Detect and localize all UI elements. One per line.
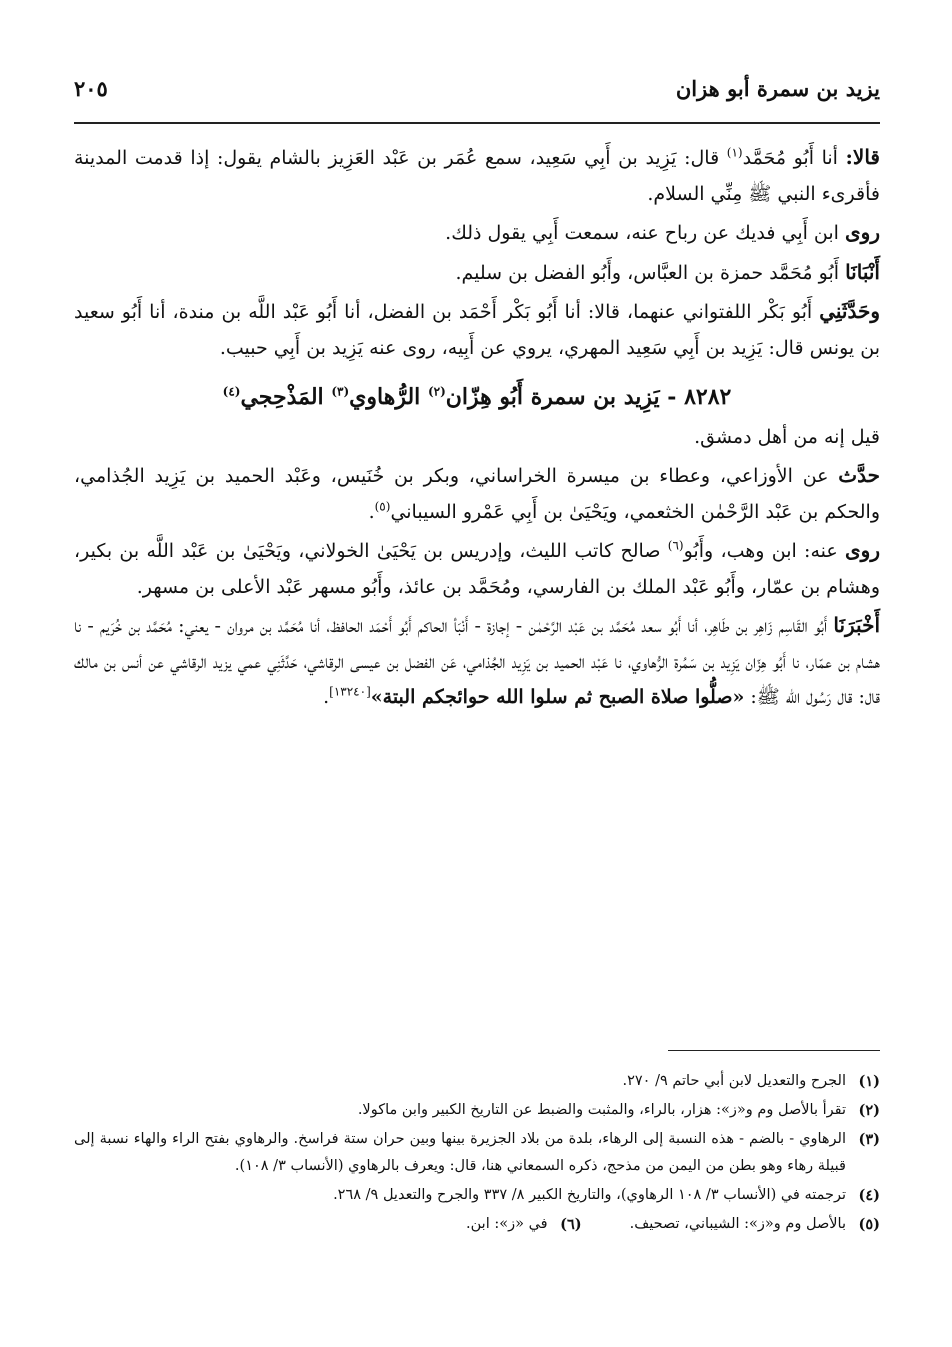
paragraph-5: قيل إنه من أهل دمشق.: [694, 425, 880, 448]
footnote-2: (٢) تقرأ بالأصل وم و«ز»: هزار، بالراء، والمثبت والضبط عن التاريخ الكبير وابن ماكولا.: [357, 1102, 880, 1119]
header-rule: [74, 122, 880, 124]
footnote-ref-4: (٤): [222, 384, 241, 399]
entry-heading: ٨٢٨٢ - يَزِيد بن سمرة أَبُو هِزّان$^{(٢)}$ الرُّهاوي$^{(٣)}$ المَذْحِجي$^{(٤)}$: [222, 384, 732, 410]
book-page: [74, 0, 880, 1347]
footnote-row-5-6: [74, 1211, 880, 1240]
paragraph-8: أَخْبَرَنَا أَبُو القَاسِم زَاهِر بن طَاهِر، أنا أَبُو سعد مُحَمَّد بن عَبْد الرَّحْمٰن - إجازة - أَنْبَأ الحاكم أَبُو أَحْمَد الحافظ، أنا مُحَمَّد بن مروان - يعني: مُحَمَّد بن خُرَيم - نا هشام بن عمّار، نا أَبُو هِزّان يَزِيد بن سَمُرة الرُّهاوي، نا عَبْد الحميد بن يَزِيد الجُذامي، عَن الفضل بن عيسى الرقاشي، حَدَّثَنِي عمي يزيد الرقاشي عن أنس بن مالك قال: قال رَسُول الله ﷺ: «صلُّوا صلاة الصبح ثم سلوا الله حوائجكم البتة»[١٣٢٤٠].: [74, 613, 880, 708]
lead-word: وحَدَّثَنِي: [819, 299, 880, 323]
page-number: ٢٠٥: [74, 75, 108, 101]
footnote-6: (٦) في «ز»: ابن.: [466, 1216, 582, 1233]
hadith-number: [١٣٢٤٠]: [329, 684, 371, 699]
lead-word: روى: [845, 538, 881, 562]
footnote-ref-2: (٢): [427, 384, 446, 399]
paragraph-1: قالا: أنا أَبُو مُحَمَّد$^{(١)}$ قال: يَزِيد بن أَبِي سَعِيد، سمع عُمَر بن عَبْد العَزِيز بالشام يقول: إذا قدمت المدينة فأقرىء النبي ﷺ مِنِّي السلام.: [74, 145, 880, 205]
running-header: [74, 70, 880, 106]
footnote-5: (٥) بالأصل وم و«ز»: الشيباني، تصحيف.: [629, 1216, 880, 1233]
paragraph-2: روى ابن أَبِي فديك عن رباح عنه، سمعت أَبِي يقول ذلك.: [445, 220, 880, 244]
lead-word: قالا:: [845, 145, 880, 169]
footnote-ref-5: (٥): [374, 499, 391, 514]
running-title: يزيد بن سمرة أبو هزان: [675, 75, 880, 101]
footnote-ref-6: (٦): [667, 538, 684, 553]
lead-word: حدَّث: [838, 463, 880, 487]
footnote-1: (١) الجرح والتعديل لابن أبي حاتم ٩/ ٢٧٠.: [622, 1073, 880, 1090]
paragraph-7: روى عنه: ابن وهب، وأَبُو$^{(٦)}$ صالح كاتب الليث، وإدريس بن يَحْيَىٰ الخولاني، ويَحْيَىٰ بن عَبْد اللَّه بن بكير، وهشام بن عمّار، وأَبُو عَبْد الملك بن الفارسي، ومُحَمَّد بن عائذ، وأَبُو مسهر عَبْد الأعلى بن مسهر.: [74, 538, 881, 598]
footnote-ref-3: (٣): [331, 384, 350, 399]
hadith-text: «صلُّوا صلاة الصبح ثم سلوا الله حوائجكم البتة»: [370, 686, 745, 708]
footnotes: [74, 1068, 880, 1240]
paragraph-3: أَنْبَانَا أَبُو مُحَمَّد حمزة بن العبَّاس، وأَبُو الفضل بن سليم.: [455, 259, 880, 284]
lead-word: أَنْبَانَا: [845, 259, 880, 284]
paragraph-4: وحَدَّثَنِي أَبُو بَكْر اللفتواني عنهما، قالا: أنا أَبُو بَكْر أَحْمَد بن الفضل، أنا أَبُو عَبْد اللَّه بن مندة، أنا أَبُو سعيد بن يونس قال: يَزِيد بن أَبِي سَعِيد المهري، يروي عن أَبِيه، روى عنه يَزِيد بن أَبِي حبيب.: [74, 299, 880, 359]
main-text: [74, 140, 880, 719]
footnote-3: (٣) الرهاوي - بالضم - هذه النسبة إلى الرهاء، بلدة من بلاد الجزيرة بينها وبين حران ستة فراسخ. والرهاوي بفتح الراء والهاء نسبة إلى قبيلة رهاء وهو بطن من اليمن من مذحج، ذكره السمعاني هنا، قال: ويعرف بالرهاوي (الأنساب ٣/ ١٠٨).: [74, 1131, 880, 1174]
lead-word: أَخْبَرَنَا: [833, 613, 880, 637]
footnote-rule: [668, 1050, 880, 1051]
lead-word: روى: [845, 220, 880, 244]
paragraph-6: حدَّث عن الأوزاعي، وعطاء بن ميسرة الخراساني، وبكر بن خُنَيس، وعَبْد الحميد بن يَزِيد الجُذامي، والحكم بن عَبْد الرَّحْمٰن الخثعمي، ويَحْيَىٰ بن أَبِي عَمْرو السيباني$^{(٥)}$.: [74, 463, 880, 523]
footnote-ref-1: (١): [726, 145, 743, 160]
footnote-4: (٤) ترجمته في (الأنساب ٣/ ١٠٨ الرهاوي)، والتاريخ الكبير ٨/ ٣٣٧ والجرح والتعديل ٩/ ٢٦٨.: [333, 1187, 880, 1204]
